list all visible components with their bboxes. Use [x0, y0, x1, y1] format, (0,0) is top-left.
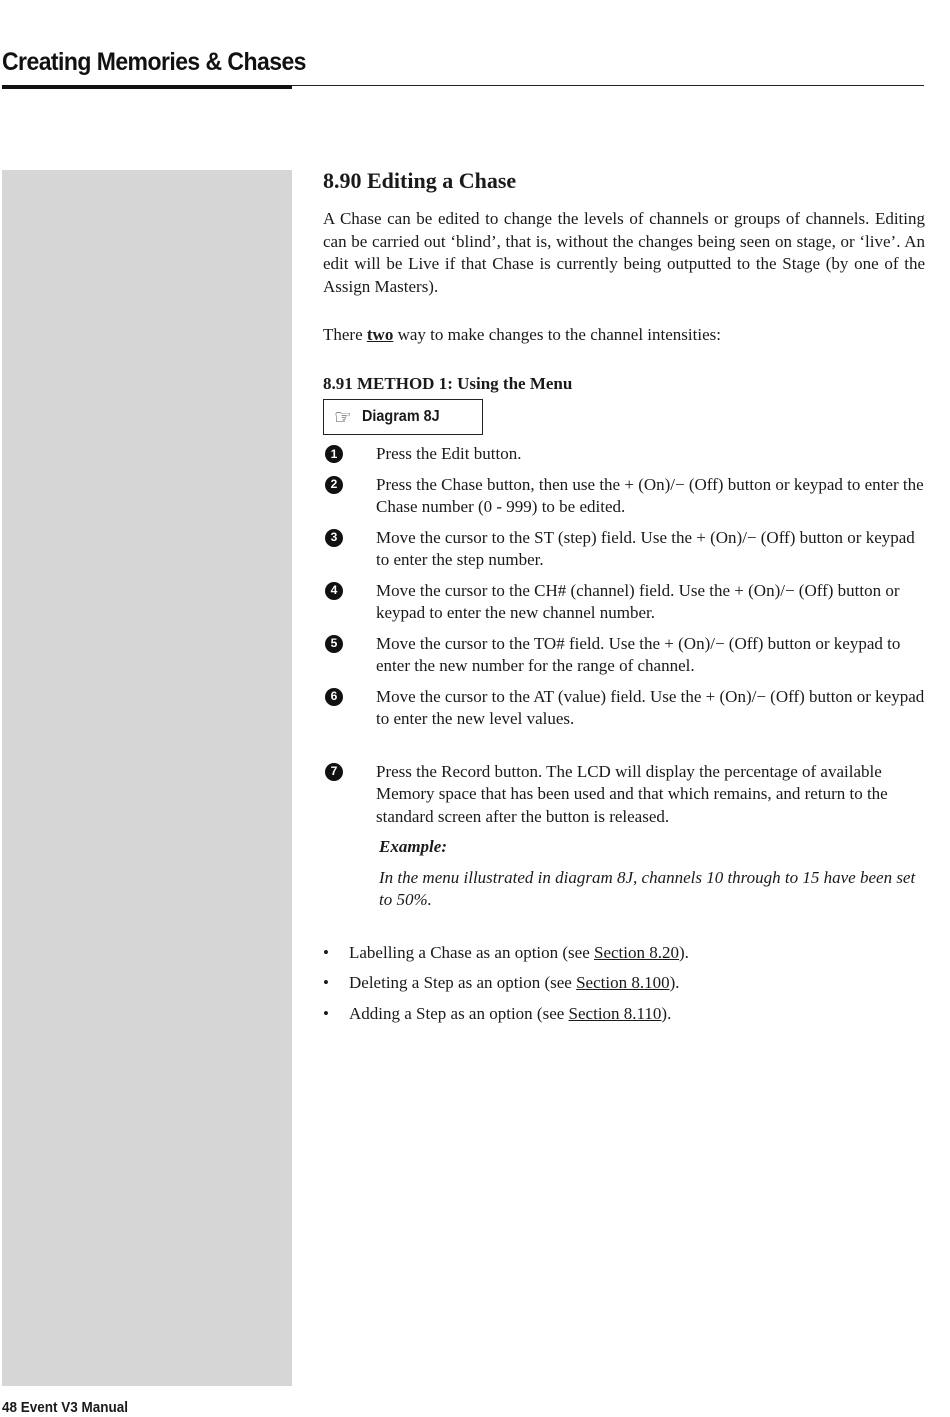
header-rule-accent	[2, 85, 292, 89]
step-number: 3	[325, 529, 343, 547]
bullet-icon: •	[323, 1003, 329, 1023]
intro-paragraph: A Chase can be edited to change the levels of channels or groups of channels. Editing can be carried out ‘blind’, that is, without the changes being seen on stage, or ‘live’. An edit will be Live if that Chase is currently being outputted to the Stage (by one of the Assign Masters).	[323, 209, 925, 296]
list-item	[323, 972, 925, 995]
section-link[interactable]: Section 8.110	[568, 1003, 662, 1023]
list-item-text: ).	[661, 1003, 672, 1023]
step-text: Move the cursor to the ST (step) field. Use the + (On)/− (Off) button or keypad to enter the step number.	[376, 527, 915, 569]
step-number: 7	[325, 763, 343, 781]
list-item-text: ).	[679, 942, 689, 962]
section-link[interactable]: Section 8.20	[594, 942, 680, 962]
step-text: Move the cursor to the AT (value) field. Use the + (On)/− (Off) button or keypad to enter the new level values.	[376, 686, 925, 728]
section-link[interactable]: Section 8.100	[576, 973, 670, 992]
step-item	[323, 443, 925, 466]
list-item-text: Labelling a Chase as an option (see	[349, 942, 595, 962]
step-number: 1	[325, 445, 343, 463]
bullet-icon: •	[323, 973, 329, 992]
pointing-hand-icon: ☞	[334, 405, 352, 429]
step-number: 2	[325, 476, 343, 494]
step-item	[323, 686, 925, 731]
step-item	[323, 633, 925, 678]
diagram-label: Diagram 8J	[361, 407, 440, 425]
step-text: Press the Chase button, then use the + (On)/− (Off) button or keypad to enter the Chase number (0 - 999) to be edited.	[376, 474, 924, 516]
page-header-title: Creating Memories & Chases	[2, 48, 306, 76]
step-number: 6	[325, 688, 343, 706]
list-item-text: Adding a Step as an option (see	[349, 1003, 569, 1023]
step-item	[323, 580, 925, 625]
margin-sidebar	[2, 170, 292, 1386]
bullet-icon: •	[323, 942, 329, 962]
options-list	[323, 942, 925, 1026]
list-item	[323, 942, 925, 965]
step-number: 5	[325, 635, 343, 653]
ways-text-before: There	[323, 325, 367, 344]
step-text: Press the Record button. The LCD will display the percentage of available Memory space that has been used and that which remains, and return to the standard screen after the button is released.	[376, 761, 888, 826]
step-item	[323, 527, 925, 572]
ways-emphasis: two	[366, 325, 394, 344]
step-number: 4	[325, 582, 343, 600]
diagram-reference	[323, 399, 483, 435]
step-item	[323, 761, 925, 829]
step-text: Press the Edit button.	[376, 444, 522, 463]
step-text: Move the cursor to the CH# (channel) field. Use the + (On)/− (Off) button or keypad to enter the new channel number.	[376, 580, 900, 622]
method-title: 8.91 METHOD 1: Using the Menu	[323, 373, 573, 393]
page-footer: 48 Event V3 Manual	[2, 1399, 129, 1416]
list-item-text: ).	[669, 973, 680, 992]
example-label: Example:	[379, 837, 447, 856]
ways-text-after: way to make changes to the channel intensities:	[393, 325, 721, 344]
list-item-text: Deleting a Step as an option (see	[349, 973, 577, 992]
ways-paragraph	[323, 324, 925, 347]
step-item	[323, 474, 925, 519]
step-text: Move the cursor to the TO# field. Use the + (On)/− (Off) button or keypad to enter the new number for the range of channel.	[376, 633, 901, 675]
main-content	[323, 164, 925, 1033]
section-title: 8.90 Editing a Chase	[323, 168, 517, 193]
list-item	[323, 1003, 925, 1026]
example-text: In the menu illustrated in diagram 8J, channels 10 through to 15 have been set to 50%.	[379, 867, 916, 909]
